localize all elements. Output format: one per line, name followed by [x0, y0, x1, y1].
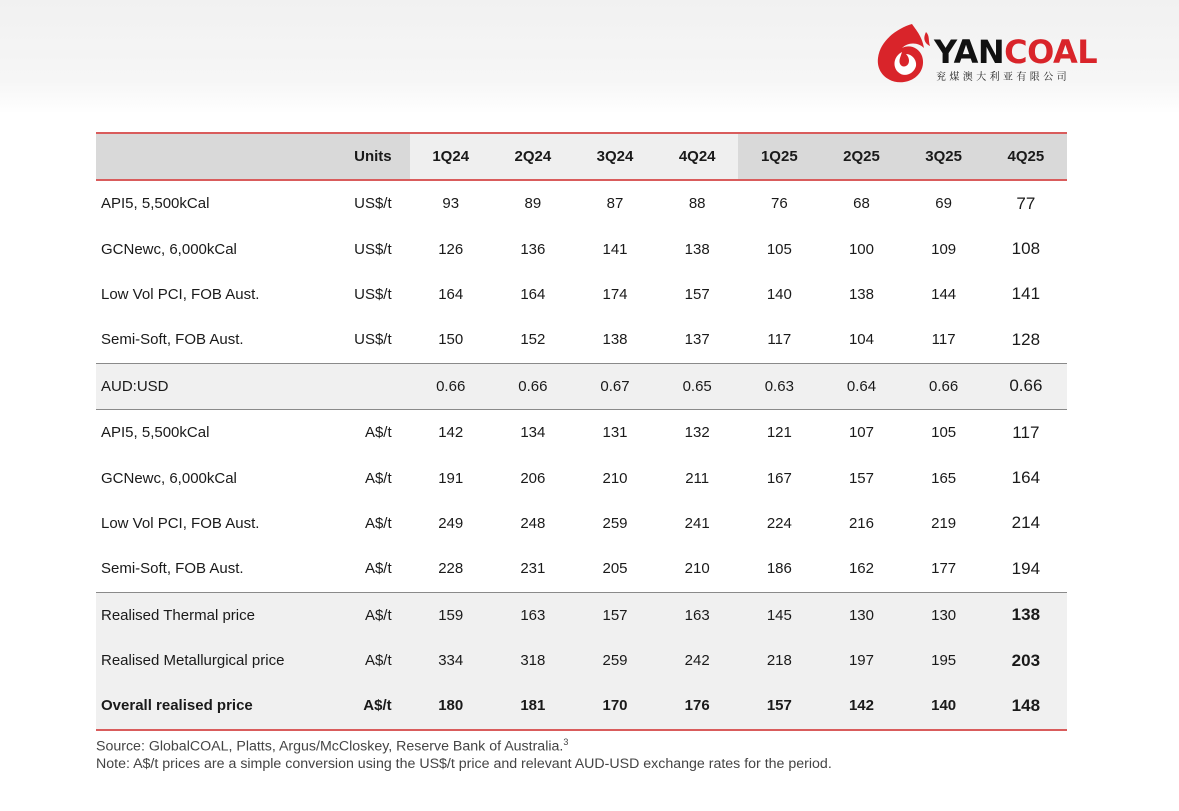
value-cell: 134 — [520, 424, 546, 442]
value-cell: 231 — [520, 560, 546, 578]
table-row — [96, 683, 1067, 729]
table-row — [96, 363, 1067, 409]
value-cell: 176 — [656, 683, 738, 729]
value-cell: 259 — [602, 514, 628, 532]
header-cell: 1Q25 — [738, 133, 820, 180]
value-cell: 249 — [438, 514, 464, 532]
value-cell: 318 — [492, 638, 574, 683]
value-cell: 0.64 — [820, 363, 902, 409]
header-cell: 4Q24 — [656, 133, 738, 180]
value-cell: 0.66 — [985, 363, 1067, 409]
logo-wordmark — [934, 34, 1097, 70]
row-label: Overall realised price — [96, 683, 343, 729]
table-row — [96, 409, 1067, 455]
value-cell: 117 — [767, 331, 792, 349]
value-cell: 206 — [520, 469, 546, 487]
value-cell: 136 — [520, 240, 546, 258]
value-cell: 150 — [438, 331, 464, 349]
value-cell: 76 — [770, 195, 788, 213]
header-cell: 2Q24 — [492, 133, 574, 180]
value-cell: 109 — [931, 240, 957, 258]
value-cell: 138 — [602, 331, 628, 349]
value-cell: 77 — [1016, 193, 1036, 213]
row-unit: A$/t — [343, 638, 410, 683]
value-cell: 180 — [410, 683, 492, 729]
value-cell: 163 — [492, 592, 574, 638]
value-cell: 140 — [903, 683, 985, 729]
row-unit: A$/t — [343, 592, 410, 638]
value-cell: 164 — [520, 285, 546, 303]
value-cell: 216 — [848, 514, 874, 532]
yancoal-logo — [872, 22, 1098, 88]
value-cell: 142 — [820, 683, 902, 729]
value-cell: 241 — [684, 514, 710, 532]
value-cell: 218 — [738, 638, 820, 683]
value-cell: 69 — [935, 195, 952, 213]
value-cell: 186 — [766, 560, 792, 578]
table-row — [96, 317, 1067, 363]
value-cell: 128 — [1011, 329, 1041, 349]
header-cell: 1Q24 — [410, 133, 492, 180]
logo-wordmark-coal: COAL — [1004, 33, 1098, 71]
value-cell: 224 — [766, 514, 792, 532]
value-cell: 126 — [438, 240, 464, 258]
value-cell: 157 — [684, 285, 710, 303]
row-unit: A$/t — [364, 469, 392, 487]
row-label: Low Vol PCI, FOB Aust. — [101, 514, 260, 532]
value-cell: 162 — [848, 560, 874, 578]
header-cell: 4Q25 — [985, 133, 1067, 180]
value-cell: 0.66 — [492, 363, 574, 409]
value-cell: 0.66 — [903, 363, 985, 409]
value-cell: 211 — [685, 469, 710, 487]
row-unit: US$/t — [354, 331, 392, 349]
value-cell: 163 — [656, 592, 738, 638]
header-cell: 2Q25 — [820, 133, 902, 180]
value-cell: 130 — [820, 592, 902, 638]
value-cell: 0.67 — [574, 363, 656, 409]
row-unit: US$/t — [354, 285, 392, 303]
value-cell: 197 — [820, 638, 902, 683]
value-cell: 141 — [602, 240, 628, 258]
value-cell: 138 — [848, 285, 874, 303]
row-unit: A$/t — [364, 514, 392, 532]
table-row — [96, 546, 1067, 592]
row-label: GCNewc, 6,000kCal — [101, 469, 237, 487]
value-cell: 157 — [574, 592, 656, 638]
logo-subtitle: 兖煤澳大利亚有限公司 — [936, 72, 1070, 83]
row-unit: A$/t — [343, 683, 410, 729]
value-cell: 130 — [903, 592, 985, 638]
table-header-row — [96, 133, 1067, 180]
value-cell: 0.65 — [656, 363, 738, 409]
value-cell: 87 — [606, 195, 624, 213]
value-cell: 152 — [520, 331, 546, 349]
row-label: Semi-Soft, FOB Aust. — [101, 331, 244, 349]
source-note — [96, 734, 832, 756]
value-cell: 117 — [1012, 422, 1040, 442]
value-cell: 148 — [985, 683, 1067, 729]
value-cell: 137 — [684, 331, 710, 349]
value-cell: 334 — [410, 638, 492, 683]
flame-logo-icon — [872, 22, 934, 86]
table-row — [96, 638, 1067, 683]
value-cell: 181 — [492, 683, 574, 729]
value-cell: 117 — [931, 331, 956, 349]
value-cell: 108 — [1011, 239, 1041, 259]
value-cell: 194 — [1011, 558, 1041, 578]
row-label: Semi-Soft, FOB Aust. — [101, 560, 244, 578]
value-cell: 93 — [442, 195, 460, 213]
value-cell: 121 — [766, 424, 792, 442]
row-label: Realised Metallurgical price — [96, 638, 343, 683]
source-reference: 3 — [563, 737, 569, 747]
value-cell: 195 — [903, 638, 985, 683]
value-cell: 132 — [684, 424, 710, 442]
row-unit: US$/t — [354, 195, 392, 213]
footnotes — [96, 734, 832, 773]
value-cell: 100 — [848, 240, 874, 258]
value-cell: 89 — [524, 195, 542, 213]
value-cell: 68 — [853, 195, 870, 213]
value-cell: 174 — [602, 285, 628, 303]
value-cell: 0.63 — [738, 363, 820, 409]
value-cell: 105 — [931, 424, 957, 442]
source-text: Source: GlobalCOAL, Platts, Argus/McCloskey, Reserve Bank of Australia. — [96, 738, 564, 755]
value-cell: 141 — [1011, 284, 1041, 304]
coal-price-table — [96, 132, 1067, 731]
row-label: API5, 5,500kCal — [101, 424, 210, 442]
value-cell: 131 — [602, 424, 628, 442]
value-cell: 138 — [684, 240, 710, 258]
value-cell: 228 — [438, 560, 464, 578]
table-row — [96, 226, 1067, 271]
value-cell: 164 — [438, 285, 464, 303]
value-cell: 104 — [848, 331, 874, 349]
value-cell: 145 — [738, 592, 820, 638]
value-cell: 205 — [602, 560, 628, 578]
value-cell: 191 — [438, 469, 464, 487]
logo-wordmark-yan: YAN — [934, 33, 1005, 71]
value-cell: 167 — [766, 469, 792, 487]
table-row — [96, 592, 1067, 638]
value-cell: 142 — [438, 424, 464, 442]
value-cell: 259 — [574, 638, 656, 683]
row-unit: US$/t — [354, 240, 392, 258]
value-cell: 210 — [684, 560, 710, 578]
value-cell: 0.66 — [410, 363, 492, 409]
value-cell: 105 — [766, 240, 792, 258]
row-unit: A$/t — [364, 560, 392, 578]
conversion-note: Note: A$/t prices are a simple conversion using the US$/t price and relevant AUD-USD exchange rates for the period. — [96, 755, 832, 772]
row-label: Realised Thermal price — [96, 592, 343, 638]
row-label: GCNewc, 6,000kCal — [101, 240, 237, 258]
row-unit — [343, 363, 410, 409]
value-cell: 157 — [738, 683, 820, 729]
table-row — [96, 455, 1067, 500]
value-cell: 248 — [520, 514, 546, 532]
value-cell: 138 — [985, 592, 1067, 638]
table-row — [96, 272, 1067, 317]
table-row — [96, 501, 1067, 546]
value-cell: 88 — [688, 195, 706, 213]
value-cell: 107 — [848, 424, 874, 442]
header-cell: 3Q25 — [903, 133, 985, 180]
value-cell: 140 — [766, 285, 792, 303]
row-unit: A$/t — [364, 424, 392, 442]
value-cell: 177 — [931, 560, 957, 578]
value-cell: 144 — [931, 285, 957, 303]
header-cell — [96, 133, 343, 180]
row-label: API5, 5,500kCal — [101, 195, 210, 213]
value-cell: 159 — [410, 592, 492, 638]
value-cell: 164 — [1011, 468, 1041, 488]
value-cell: 165 — [931, 469, 957, 487]
value-cell: 210 — [602, 469, 628, 487]
value-cell: 157 — [848, 469, 874, 487]
table-row — [96, 180, 1067, 226]
value-cell: 214 — [1011, 513, 1041, 533]
value-cell: 242 — [656, 638, 738, 683]
value-cell: 203 — [985, 638, 1067, 683]
header-cell: 3Q24 — [574, 133, 656, 180]
row-label: AUD:USD — [96, 363, 343, 409]
value-cell: 170 — [574, 683, 656, 729]
value-cell: 219 — [931, 514, 957, 532]
header-cell: Units — [343, 133, 410, 180]
row-label: Low Vol PCI, FOB Aust. — [101, 285, 260, 303]
